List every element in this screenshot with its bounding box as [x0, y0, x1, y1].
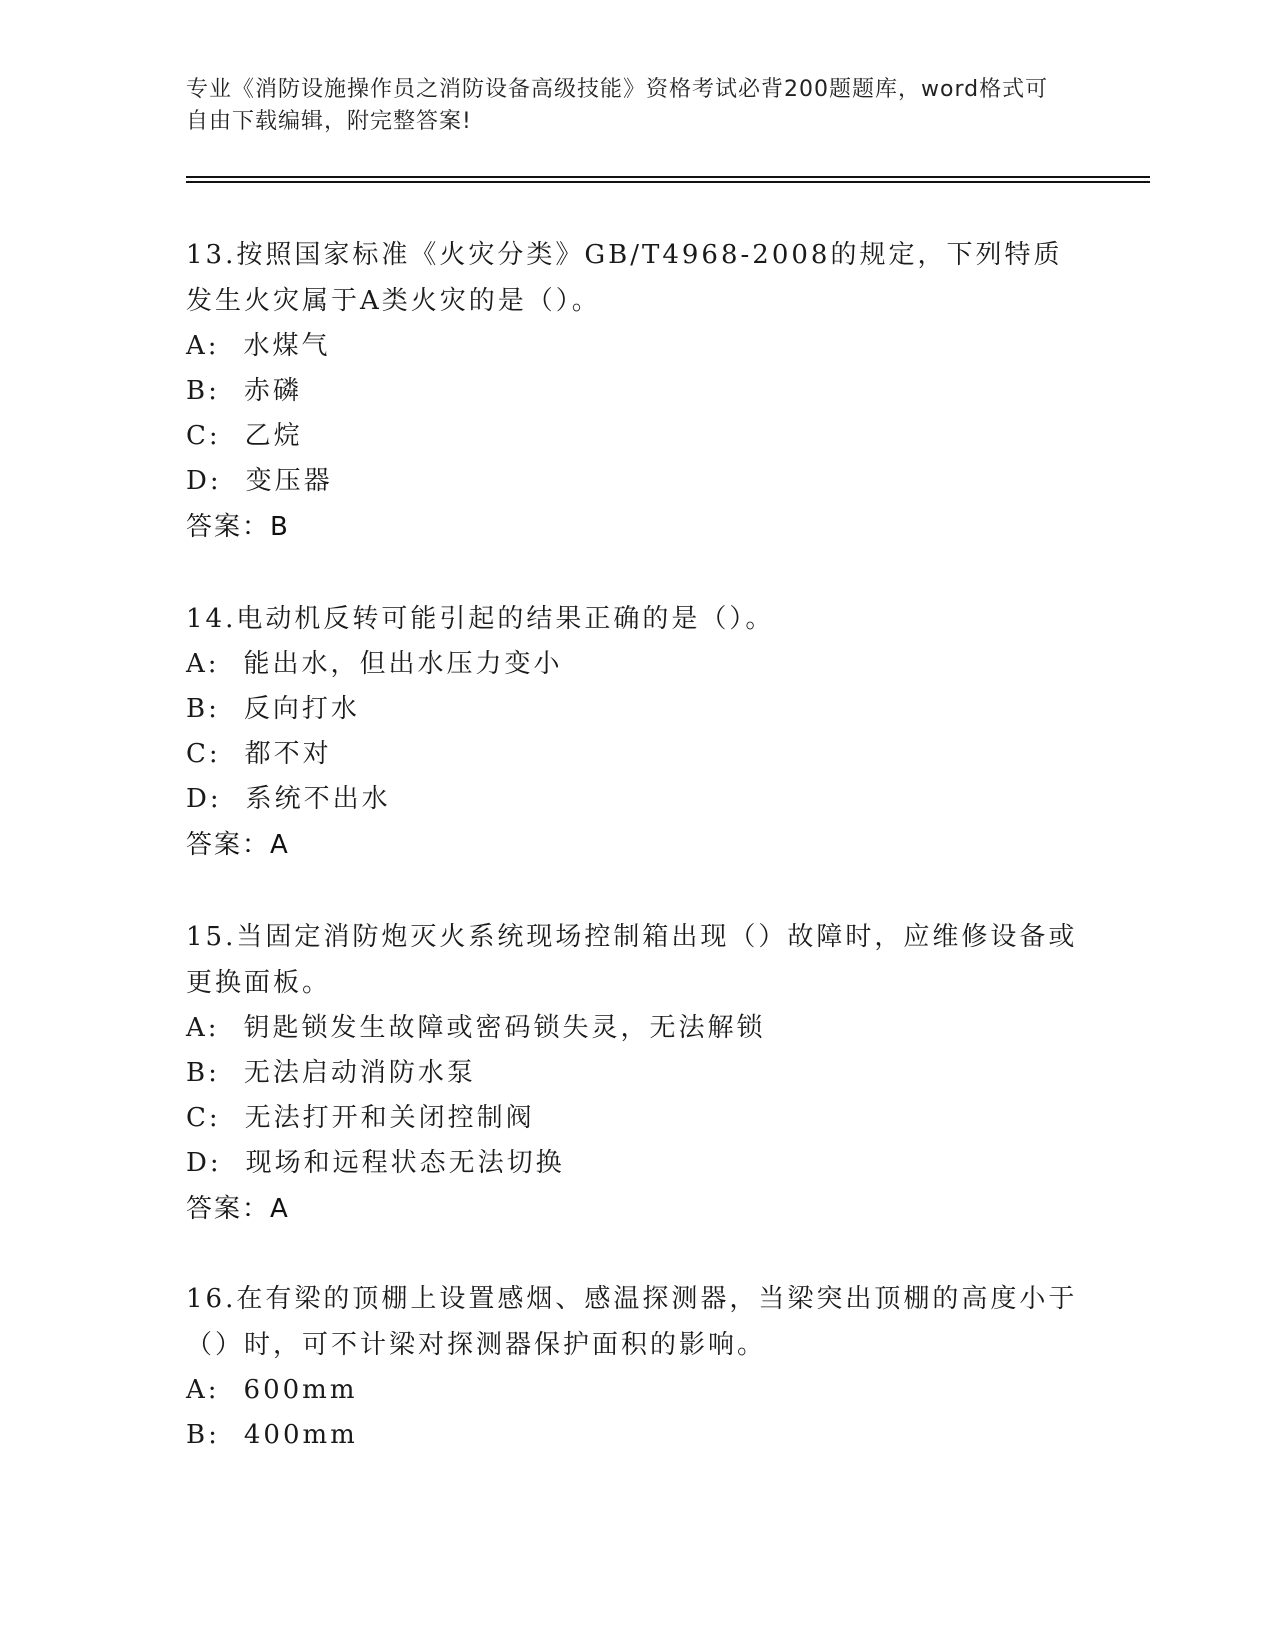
- option-key: B:: [186, 694, 220, 724]
- option-d: [186, 459, 1086, 504]
- question-15: [186, 914, 1086, 1232]
- option-text: 无法打开和关闭控制阀: [244, 1103, 535, 1133]
- header-text: 专业《消防设施操作员之消防设备高级技能》资格考试必背200题题库，word格式可自由下载编辑，附完整答案!: [186, 77, 1049, 134]
- option-key: D:: [186, 466, 222, 496]
- option-key: D:: [186, 1148, 222, 1178]
- question-stem: 14.电动机反转可能引起的结果正确的是（）。: [186, 604, 775, 634]
- question-stem: 13.按照国家标准《火灾分类》GB/T4968-2008的规定，下列特质发生火灾属于A类火灾的是（）。: [186, 240, 1063, 316]
- header-divider-bottom: [186, 181, 1150, 183]
- document-header: [186, 74, 1066, 138]
- option-d: [186, 1141, 1086, 1186]
- option-a: [186, 324, 1086, 369]
- answer-line: 答案：A: [186, 830, 290, 860]
- header-divider-top: [186, 176, 1150, 178]
- question-13: [186, 232, 1086, 550]
- option-text: 变压器: [245, 466, 333, 496]
- option-text: 乙烷: [244, 421, 303, 451]
- option-text: 无法启动消防水泵: [243, 1058, 476, 1088]
- option-text: 600mm: [243, 1375, 358, 1405]
- option-text: 能出水，但出水压力变小: [243, 649, 563, 679]
- option-a: [186, 1006, 1086, 1051]
- option-text: 赤磷: [243, 376, 302, 406]
- option-b: [186, 1413, 1086, 1458]
- option-c: [186, 1096, 1086, 1141]
- option-b: [186, 1051, 1086, 1096]
- answer-line: 答案：B: [186, 512, 290, 542]
- question-stem: 16.在有梁的顶棚上设置感烟、感温探测器，当梁突出顶棚的高度小于（）时，可不计梁对探测器保护面积的影响。: [186, 1284, 1078, 1360]
- question-16: [186, 1276, 1086, 1458]
- option-key: C:: [186, 421, 221, 451]
- option-key: B:: [186, 1420, 220, 1450]
- option-text: 系统不出水: [245, 784, 391, 814]
- answer-line: 答案：A: [186, 1194, 290, 1224]
- option-text: 现场和远程状态无法切换: [245, 1148, 565, 1178]
- option-key: B:: [186, 1058, 220, 1088]
- option-c: [186, 414, 1086, 459]
- option-key: D:: [186, 784, 222, 814]
- question-stem: 15.当固定消防炮灭火系统现场控制箱出现（）故障时，应维修设备或更换面板。: [186, 922, 1078, 998]
- question-14: [186, 596, 1086, 868]
- option-b: [186, 369, 1086, 414]
- option-a: [186, 642, 1086, 687]
- option-key: C:: [186, 739, 221, 769]
- option-key: A:: [186, 1013, 220, 1043]
- option-text: 钥匙锁发生故障或密码锁失灵，无法解锁: [243, 1013, 766, 1043]
- option-key: C:: [186, 1103, 221, 1133]
- option-text: 反向打水: [243, 694, 360, 724]
- option-key: A:: [186, 331, 220, 361]
- option-text: 都不对: [244, 739, 332, 769]
- option-key: A:: [186, 1375, 220, 1405]
- option-key: A:: [186, 649, 220, 679]
- option-text: 400mm: [243, 1420, 358, 1450]
- option-d: [186, 777, 1086, 822]
- option-a: [186, 1368, 1086, 1413]
- option-text: 水煤气: [243, 331, 331, 361]
- option-key: B:: [186, 376, 220, 406]
- option-c: [186, 732, 1086, 777]
- option-b: [186, 687, 1086, 732]
